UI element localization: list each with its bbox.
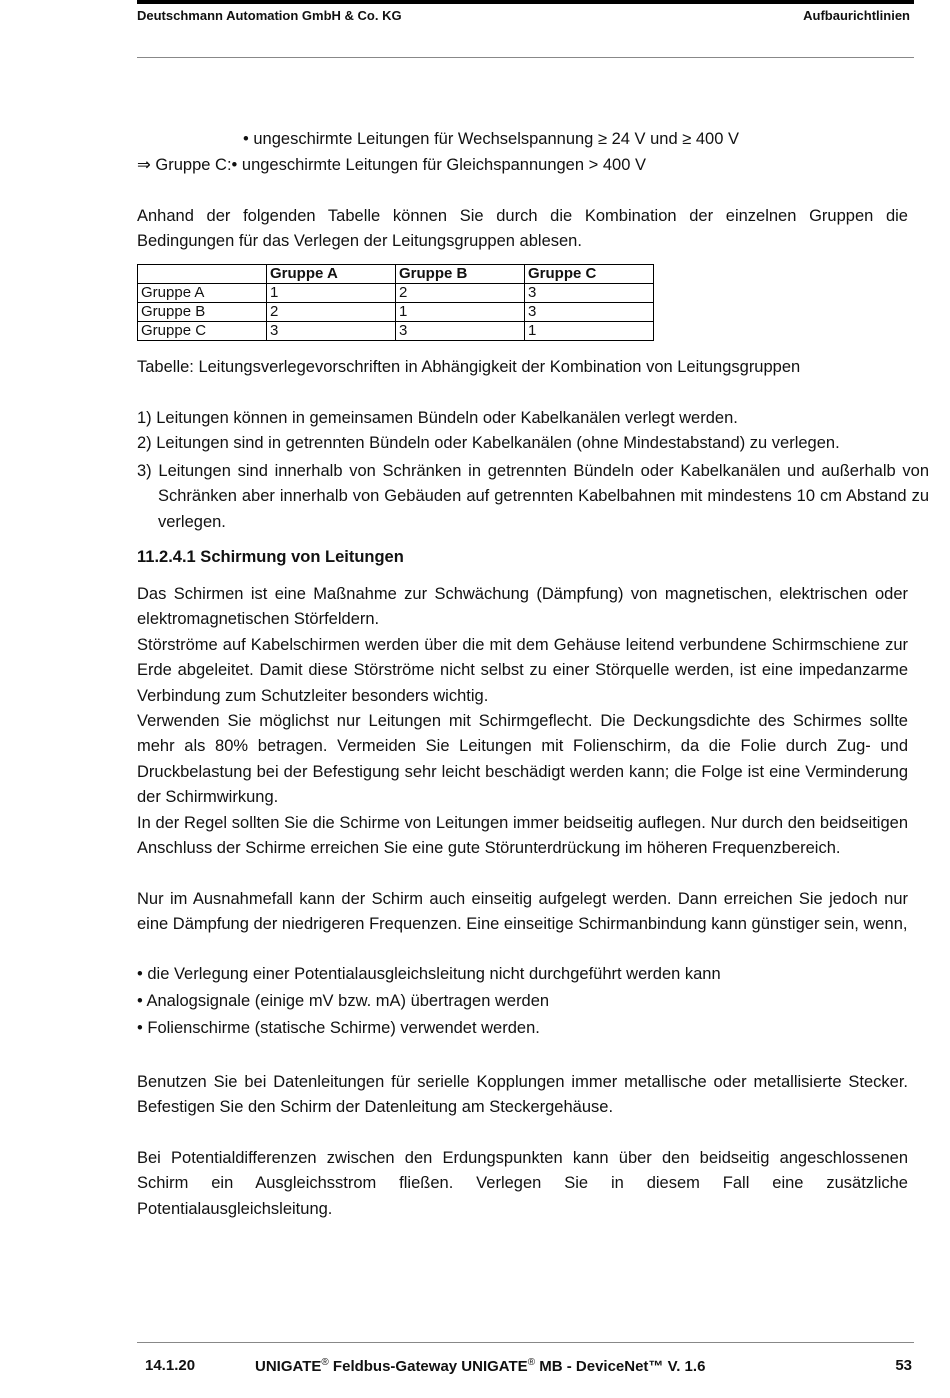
group-c-line: ⇒ Gruppe C:• ungeschirmte Leitungen für Gleichspannungen > 400 V	[137, 156, 646, 174]
paragraph-potential: Bei Potentialdifferenzen zwischen den Erdungspunkten kann über den beidseitig angeschlossenen Schirm ein Ausgleichsstrom fließen. Verlegen Sie in diesem Fall eine zusätzliche Potentialausgleichsleitung.	[137, 1149, 908, 1218]
table-header-cell: Gruppe A	[267, 265, 396, 284]
note-1: 1) Leitungen können in gemeinsamen Bündeln oder Kabelkanälen verlegt werden.	[137, 409, 738, 427]
table-cell: 3	[525, 303, 654, 322]
header-rule	[137, 57, 914, 58]
table-header-row	[138, 265, 654, 284]
table-cell: Gruppe C	[138, 322, 267, 341]
footer-title	[255, 1357, 705, 1375]
section-heading: 11.2.4.1 Schirmung von Leitungen	[137, 548, 404, 566]
table-cell: 3	[267, 322, 396, 341]
note-3: 3) Leitungen sind innerhalb von Schränken in getrennten Bündeln oder Kabelkanälen und außerhalb von Schränken aber innerhalb von Gebäuden auf getrennten Kabelbahnen mit mindestens 10 cm Abstand zu verlegen.	[137, 462, 929, 531]
table-cell: 1	[396, 303, 525, 322]
header-top-rule	[137, 0, 914, 4]
table-cell: 2	[267, 303, 396, 322]
bullet-item: • Analogsignale (einige mV bzw. mA) übertragen werden	[137, 992, 550, 1010]
table-header-cell: Gruppe C	[525, 265, 654, 284]
paragraph-shield-braid: Verwenden Sie möglichst nur Leitungen mit Schirmgeflecht. Die Deckungsdichte des Schirmes sollte mehr als 80% betragen. Vermeiden Sie Leitungen mit Folienschirm, da die Folie durch Zug- und Druckbelastung bei der Befestigung sehr leicht beschädigt werden kann; die Folge ist eine Verminderung der Schirmwirkung.	[137, 712, 908, 807]
header-section: Aufbaurichtlinien	[803, 8, 910, 23]
footer-rule	[137, 1342, 914, 1343]
table-caption: Tabelle: Leitungsverlegevorschriften in Abhängigkeit der Kombination von Leitungsgruppen	[137, 358, 801, 376]
table-row	[138, 322, 654, 341]
cable-group-table	[137, 264, 654, 341]
paragraph-one-side: Nur im Ausnahmefall kann der Schirm auch einseitig aufgelegt werden. Dann erreichen Sie jedoch nur eine Dämpfung der niedrigeren Frequenzen. Eine einseitige Schirmanbindung kann günstiger sein, wenn,	[137, 890, 908, 934]
paragraph-connectors: Benutzen Sie bei Datenleitungen für serielle Kopplungen immer metallische oder metallisierte Stecker. Befestigen Sie den Schirm der Datenleitung am Steckergehäuse.	[137, 1073, 908, 1117]
intro-paragraph: Anhand der folgenden Tabelle können Sie durch die Kombination der einzelnen Gruppen die Bedingungen für das Verlegen der Leitungsgruppen ablesen.	[137, 207, 908, 251]
bullet-item: • die Verlegung einer Potentialausgleichsleitung nicht durchgeführt werden kann	[137, 965, 721, 983]
page-number: 53	[895, 1357, 912, 1374]
paragraph-both-sides: In der Regel sollten Sie die Schirme von Leitungen immer beidseitig auflegen. Nur durch den beidseitigen Anschluss der Schirme erreichen Sie eine gute Störunterdrückung im höheren Frequenzbereich.	[137, 814, 908, 858]
table-cell: 1	[267, 284, 396, 303]
table-cell: 3	[525, 284, 654, 303]
paragraph-interference-currents: Störströme auf Kabelschirmen werden über die mit dem Gehäuse leitend verbundene Schirmschiene zur Erde abgeleitet. Damit diese Störströme nicht selbst zu einer Störquelle werden, ist eine impedanzarme Verbindung zum Schutzleiter besonders wichtig.	[137, 636, 908, 705]
registered-mark: ®	[321, 1357, 329, 1368]
table-cell: 1	[525, 322, 654, 341]
table-cell: 2	[396, 284, 525, 303]
table-cell: Gruppe A	[138, 284, 267, 303]
footer-title-part: Feldbus-Gateway UNIGATE	[328, 1358, 528, 1375]
footer-title-part: UNIGATE	[255, 1358, 322, 1375]
footer-title-part: MB - DeviceNet™ V. 1.6	[535, 1358, 706, 1375]
table-header-cell	[138, 265, 267, 284]
table-row	[138, 303, 654, 322]
bullet-item: • Folienschirme (statische Schirme) verwendet werden.	[137, 1019, 540, 1037]
voltage-bullet-line: • ungeschirmte Leitungen für Wechselspannung ≥ 24 V und ≥ 400 V	[243, 130, 739, 148]
header-company: Deutschmann Automation GmbH & Co. KG	[137, 8, 402, 23]
registered-mark: ®	[527, 1357, 536, 1368]
table-cell: Gruppe B	[138, 303, 267, 322]
footer-date: 14.1.20	[145, 1357, 196, 1374]
table-cell: 3	[396, 322, 525, 341]
table-row	[138, 284, 654, 303]
paragraph-shielding-intro: Das Schirmen ist eine Maßnahme zur Schwächung (Dämpfung) von magnetischen, elektrischen oder elektromagnetischen Störfeldern.	[137, 585, 908, 629]
note-2: 2) Leitungen sind in getrennten Bündeln oder Kabelkanälen (ohne Mindestabstand) zu verlegen.	[137, 434, 840, 452]
table-header-cell: Gruppe B	[396, 265, 525, 284]
